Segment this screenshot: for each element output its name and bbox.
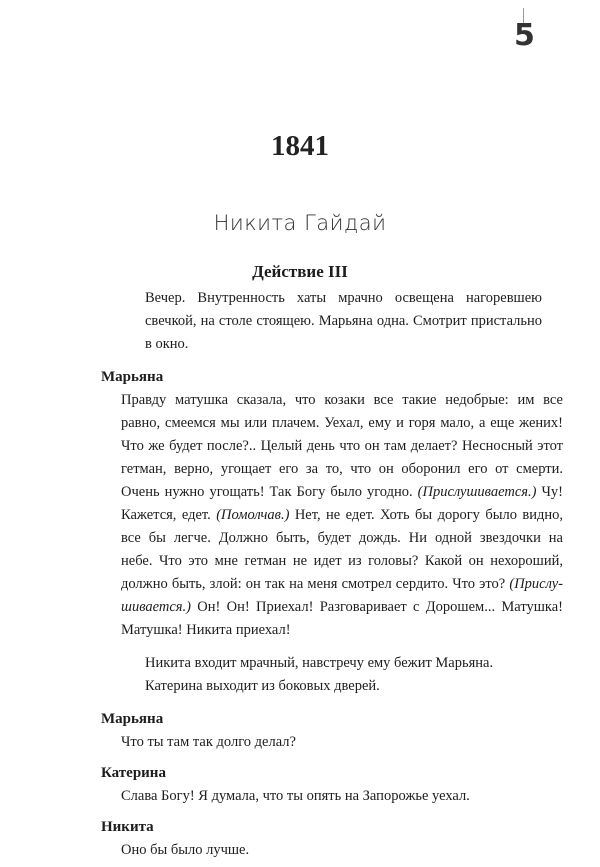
author-name: Никита Гайдай (213, 211, 387, 235)
speaker-name: Никита (101, 819, 154, 835)
speech-line (121, 481, 563, 504)
stage-direction-line: свечкой, на столе стоящею. Марьяна одна. Смотрит пристально (145, 313, 542, 329)
speech-text: Кажется, едет. (121, 507, 217, 523)
stage-direction-line: Вечер. Внутренность хаты мрачно освещена нагоревшею (145, 290, 542, 306)
speech-line: небе. Что это мне гетман не идет из головы? Какой он нехороший, (121, 553, 563, 569)
speech-text: Очень нужно угощать! Так Богу было угодно. (121, 484, 418, 500)
speech-line: Правду матушка сказала, что козаки все такие недобрые: им все (121, 392, 563, 408)
chapter-title: 1841 (271, 130, 329, 162)
speaker-name: Марьяна (101, 711, 164, 727)
speech-line: Слава Богу! Я думала, что ты опять на Запорожье уехал. (121, 788, 470, 804)
speech-line: Оно бы было лучше. (121, 842, 250, 858)
stage-remark: (Прислушивается.) (417, 484, 537, 500)
speech-line: гетман, верно, угощает его за то, что он оборонил его от смерти. (121, 461, 563, 477)
stage-direction-line: Никита входит мрачный, навстречу ему бежит Марьяна. (145, 655, 494, 671)
speech-text: должно быть, злой: он так на меня смотрел сердито. Что это? (121, 576, 510, 592)
stage-direction-line: в окно. (145, 336, 189, 352)
stage-remark: (Прислу- (509, 576, 563, 592)
speech-line: равно, смеемся мы или плачем. Уехал, ему и горя мало, а еще жених! (121, 415, 563, 431)
speech-text: Он! Он! Приехал! Разговаривает с Дорошем... Матушка! (191, 599, 563, 615)
act-heading: Действие III (252, 262, 348, 281)
stage-direction-line: Катерина выходит из боковых дверей. (145, 678, 380, 694)
play-text (101, 287, 563, 862)
speech-line: Что же будет после?.. Целый день что он там делает? Несносный этот (121, 438, 563, 454)
speech-line (121, 504, 563, 527)
stage-remark: шивается.) (121, 599, 191, 615)
speaker-name: Марьяна (101, 369, 164, 385)
speech-text: Чу! (536, 484, 563, 500)
speech-line: все бы легче. Должно быть, будет дождь. Ни одной звездочки на (121, 530, 563, 546)
speech-line: Матушка! Никита приехал! (121, 622, 291, 638)
speech-text: Нет, не едет. Хоть бы дорогу было видно, (289, 507, 563, 523)
speech-line (121, 596, 563, 619)
stage-remark: (Помолчав.) (216, 507, 290, 523)
speech-line (121, 573, 563, 596)
speech-line: Что ты там так долго делал? (121, 734, 296, 750)
page-number: 5 (514, 18, 535, 53)
speaker-name: Катерина (101, 765, 166, 781)
